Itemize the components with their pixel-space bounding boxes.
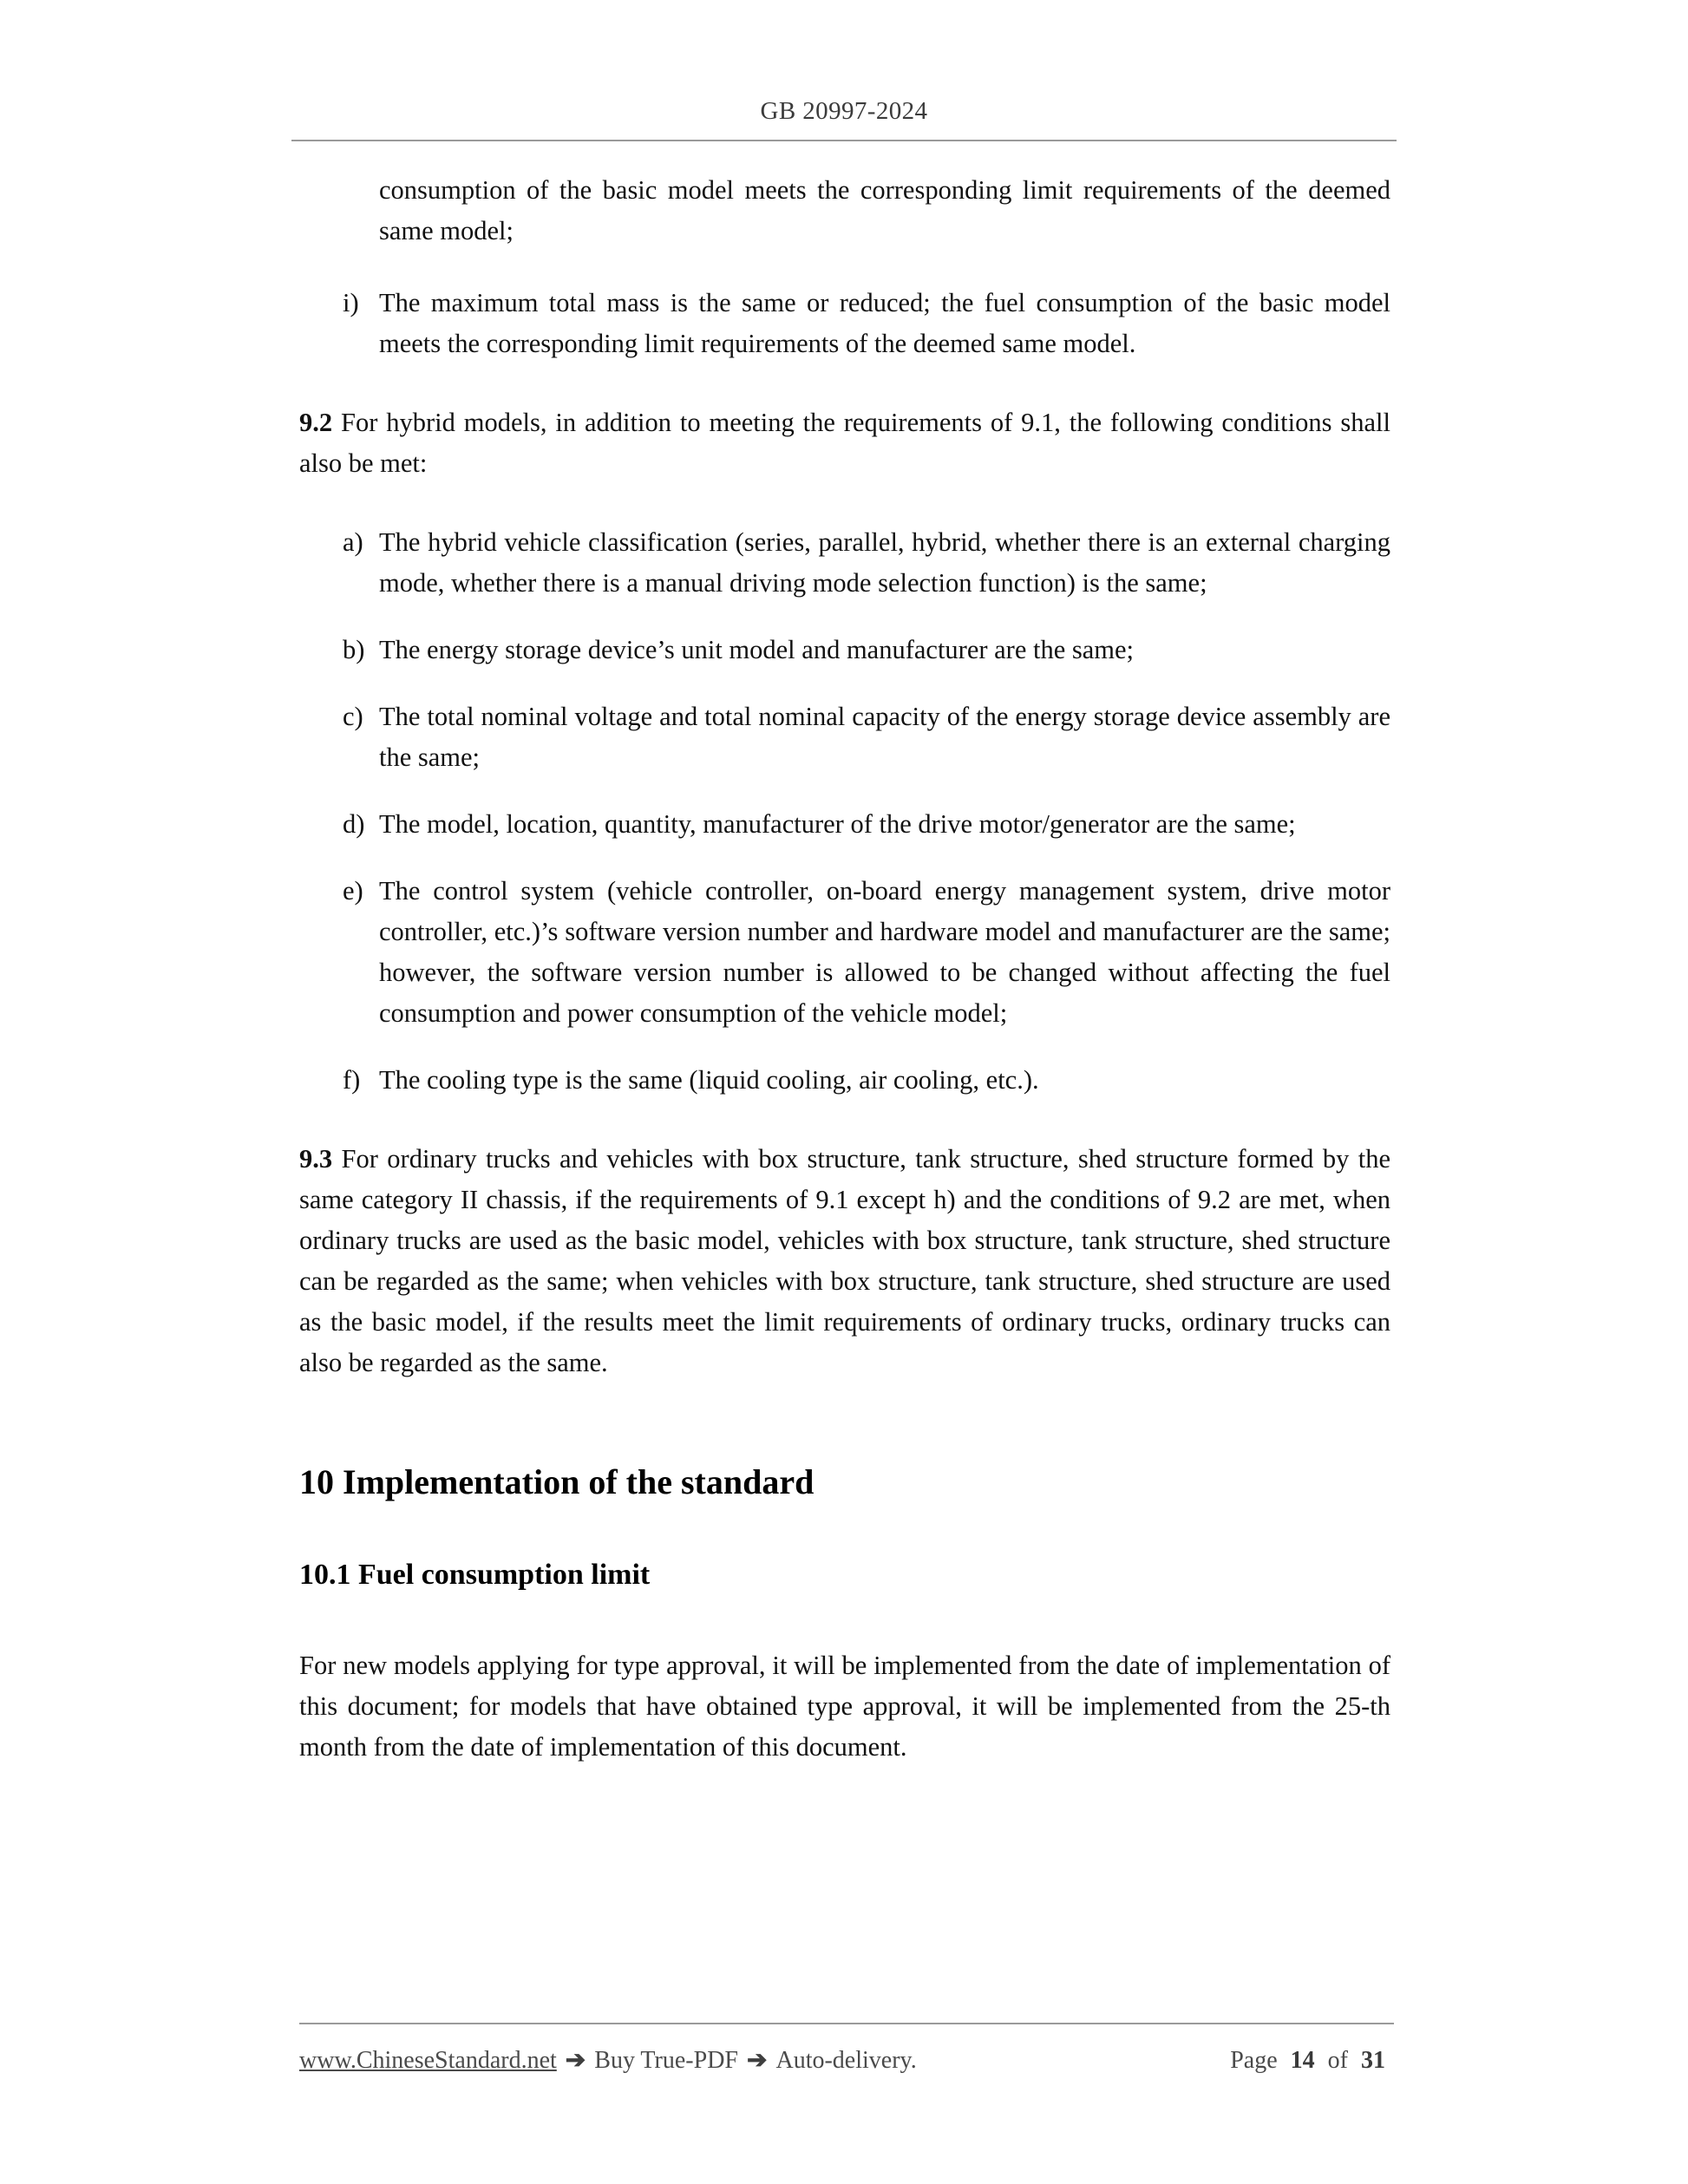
list-marker-i: i): [343, 288, 359, 317]
section-10-heading: 10 Implementation of the standard: [299, 1462, 815, 1501]
arrow-right-icon: ➔: [747, 2047, 768, 2074]
list-item: [299, 522, 1390, 604]
section-10-1-paragraph: For new models applying for type approval, it will be implemented from the date of implementation of this document; for models that have obtained type approval, it will be implemented from the 25-th month from the date of implementation of this document.: [299, 1651, 1390, 1762]
section-9-2-text: For hybrid models, in addition to meeting the requirements of 9.1, the following conditions shall also be met:: [299, 408, 1390, 478]
list-item-text: The control system (vehicle controller, on-board energy management system, drive motor controller, etc.)’s software version number and hardware model and manufacturer are the same; however, the software version number is allowed to be changed without affecting the fuel consumption and power consumption of the vehicle model;: [379, 876, 1390, 1028]
section-10-1-subheading: 10.1 Fuel consumption limit: [299, 1559, 651, 1591]
page-footer: [299, 2023, 1394, 2075]
of-label: of: [1327, 2047, 1348, 2074]
spacer: [299, 1505, 1390, 1555]
list-marker-e: e): [343, 876, 363, 906]
list-item-text: The model, location, quantity, manufacturer of the drive motor/generator are the same;: [379, 809, 1296, 839]
continuation-paragraph: consumption of the basic model meets the corresponding limit requirements of the deemed same model;: [379, 175, 1390, 245]
spacer: [299, 1409, 1390, 1460]
document-content: [299, 170, 1390, 1794]
arrow-right-icon: ➔: [565, 2047, 586, 2074]
list-item: [299, 804, 1390, 845]
auto-delivery-label: Auto-delivery.: [775, 2047, 917, 2074]
header-divider: [291, 140, 1397, 141]
section-9-3-text: For ordinary trucks and vehicles with box structure, tank structure, shed structure formed by the same category II chassis, if the requirements of 9.1 except h) and the conditions of 9.2 are met, when ordinary trucks are used as the basic model, vehicles with box structure, tank structure, shed structure can be regarded as the same; when vehicles with box structure, tank structure, shed structure are used as the basic model, if the results meet the limit requirements of ordinary trucks, ordinary trucks can also be regarded as the same.: [299, 1144, 1390, 1377]
current-page-number: 14: [1290, 2047, 1315, 2074]
list-item-text: The cooling type is the same (liquid cooling, air cooling, etc.).: [379, 1065, 1039, 1095]
total-page-number: 31: [1361, 2047, 1385, 2074]
spacer: [299, 510, 1390, 522]
list-item: [299, 871, 1390, 1034]
list-marker-d: d): [343, 809, 365, 839]
buy-true-pdf-label: Buy True-PDF: [594, 2047, 738, 2074]
list-item-text: The total nominal voltage and total nominal capacity of the energy storage device assembly are the same;: [379, 702, 1390, 772]
footer-row: [299, 2045, 1394, 2075]
chinese-standard-link[interactable]: www.ChineseStandard.net: [299, 2047, 557, 2074]
footer-promo: [299, 2045, 917, 2075]
standard-code-title: GB 20997-2024: [760, 97, 928, 125]
list-item: [299, 1060, 1390, 1101]
spacer: [299, 1127, 1390, 1139]
list-marker-f: f): [343, 1065, 361, 1095]
list-marker-c: c): [343, 702, 363, 731]
page-header: [291, 97, 1397, 141]
section-9-3-number: 9.3: [299, 1144, 333, 1174]
footer-divider: [299, 2023, 1394, 2024]
list-item: [299, 283, 1390, 364]
spacer: [299, 1595, 1390, 1645]
section-9-2-paragraph: [299, 402, 1390, 484]
spacer: [299, 390, 1390, 402]
page-indicator: [1227, 2047, 1394, 2075]
list-marker-a: a): [343, 527, 363, 557]
list-item-text: The energy storage device’s unit model and manufacturer are the same;: [379, 635, 1135, 664]
section-9-3-paragraph: [299, 1139, 1390, 1383]
list-item-text: The maximum total mass is the same or reduced; the fuel consumption of the basic model meets the corresponding limit requirements of the deemed same model.: [379, 288, 1390, 358]
page-label: Page: [1230, 2047, 1278, 2074]
list-item: [299, 630, 1390, 670]
list-marker-b: b): [343, 635, 365, 664]
section-9-2-number: 9.2: [299, 408, 333, 437]
list-item: [299, 696, 1390, 778]
list-item-text: The hybrid vehicle classification (series, parallel, hybrid, whether there is an external charging mode, whether there is a manual driving mode selection function) is the same;: [379, 527, 1390, 598]
